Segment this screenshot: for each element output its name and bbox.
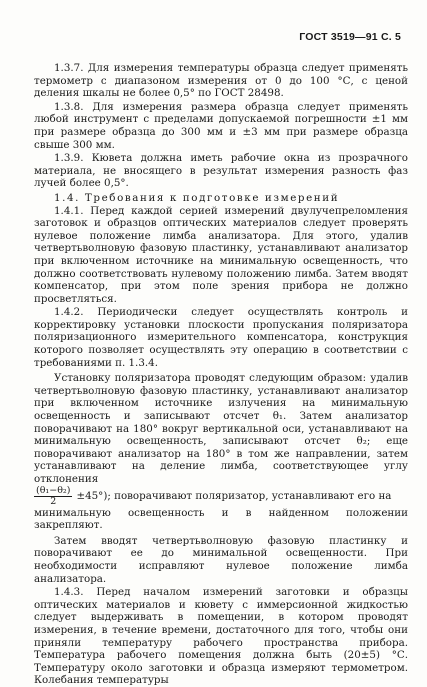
paragraph-1-3-9: 1.3.9. Кювета должна иметь рабочие окна из прозрачного материала, не вносящего в результат измерения разность фаз лучей более 0,5°. <box>34 152 408 190</box>
paragraph-1-4-1: 1.4.1. Перед каждой серией измерений двулучепреломления заготовок и образцов оптических материалов следует проверять нулевое положение лимба анализатора. Для этого, удалив четвертьволновую фазовую пластинку, устанавливают анализатор при включенном источнике на минимальную освещенность, что должно соответствовать нулевому положению лимба. Затем вводят компенсатор, при этом поле зрения прибора не должно просветляться. <box>34 204 408 305</box>
formula-line <box>34 486 408 507</box>
angle-fraction <box>34 486 72 507</box>
paragraph-polarizer-setup: Установку поляризатора проводят следующим образом: удалив четвертьволновую фазовую пластинку, устанавливают анализатор при включенном источнике излучения на минимальную освещенность и записывают отсчет θ₁. Затем анализатор поворачивают на 180° вокруг вертикальной оси, устанавливают на минимальную освещенность, записывают отсчет θ₂; еще поворачивают анализатор на 180° в том же направлении, затем устанавливают на деление лимба, соответствующее углу отклонения <box>34 372 408 485</box>
paragraph-1-4-3: 1.4.3. Перед началом измерений заготовки и образцы оптических материалов и кювету с иммерсионной жидкостью следует выдерживать в помещении, в котором проводят измерения, в течение времени, достаточного для того, чтобы они приняли температуру рабочего пространства прибора. Температура рабочего помещения должна быть (20±5) °С. Температуру около заготовки и образца измеряют термометром. Колебания температуры <box>34 586 408 687</box>
paragraph-polarizer-end: минимальную освещенность и в найденном положении закрепляют. <box>34 506 408 532</box>
section-title-1-4: 1.4. Требования к подготовке измерений <box>54 191 340 204</box>
page-header: ГОСТ 3519—91 С. 5 <box>299 31 401 43</box>
paragraph-quarter-wave: Затем вводят четвертьволновую фазовую пластинку и поворачивают ее до минимальной освещенности. При необходимости исправляют нулевое положение лимба анализатора. <box>34 534 408 585</box>
paragraph-1-4-2: 1.4.2. Периодически следует осуществлять контроль и корректировку установки плоскости пропускания поляризатора поляризационного измерительного компенсатора, конструкция которого позволяет осуществлять эту операцию в соответствии с требованиями п. 1.3.4. <box>34 306 408 369</box>
fraction-numerator: (θ₁−θ₂) <box>36 484 71 496</box>
fraction-denominator: 2 <box>50 495 57 507</box>
paragraph-1-3-8: 1.3.8. Для измерения размера образца следует применять любой инструмент с пределами допускаемой погрешности ±1 мм при размере образца до 300 мм и ±3 мм при размере образца свыше 300 мм. <box>34 100 408 151</box>
formula-continuation: ±45°); поворачивают поляризатор, устанавливают его на <box>76 489 392 502</box>
document-body <box>34 62 408 687</box>
paragraph-1-3-7: 1.3.7. Для измерения температуры образца следует применять термометр с диапазоном измерения от 0 до 100 °С, с ценой деления шкалы не более 0,5° по ГОСТ 28498. <box>34 62 408 100</box>
